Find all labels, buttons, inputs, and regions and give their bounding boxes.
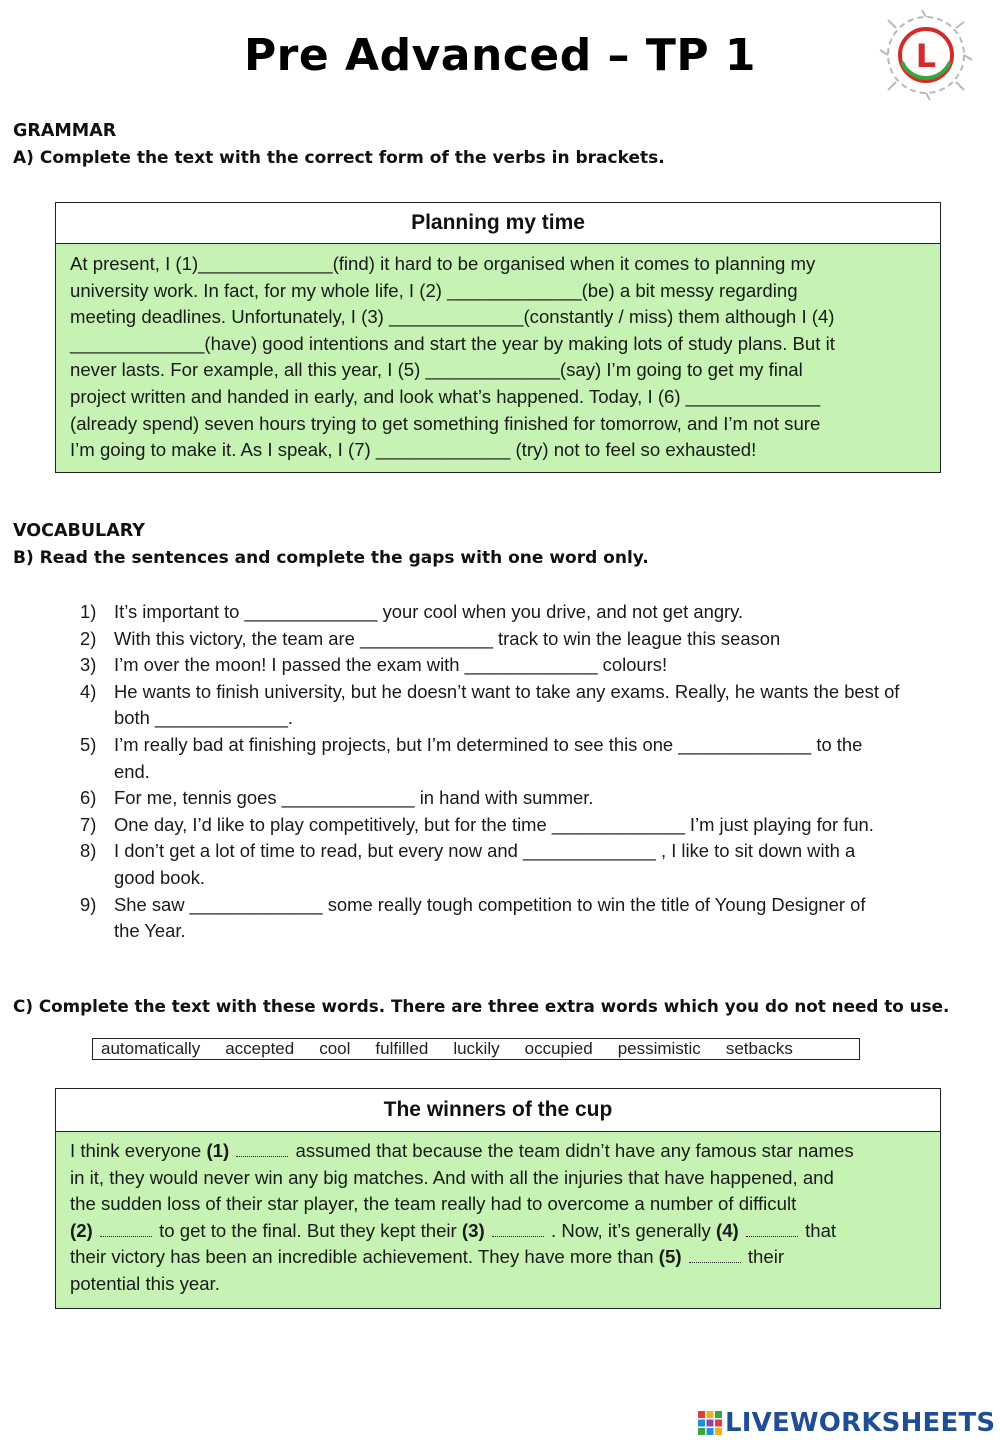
answer-blank-5[interactable] bbox=[689, 1247, 741, 1263]
logo-icon bbox=[876, 10, 976, 100]
vocabulary-instruction: B) Read the sentences and complete the gaps with one word only. bbox=[13, 548, 649, 568]
list-item: 4) He wants to finish university, but he doesn’t want to take any exams. Really, he wants the best of both _____________. bbox=[80, 680, 900, 729]
list-item: 7) One day, I’d like to play competitively, but for the time _____________ I’m just playing for fun. bbox=[80, 813, 874, 835]
list-item: 6) For me, tennis goes _____________ in hand with summer. bbox=[80, 787, 594, 809]
winners-box bbox=[55, 1088, 941, 1309]
answer-blank-2[interactable] bbox=[100, 1221, 152, 1237]
section-c-instruction: C) Complete the text with these words. There are three extra words which you do not need to use. bbox=[13, 996, 950, 1016]
winners-box-text: I think everyone (1) assumed that because the team didn’t have any famous star names in it, they would never win any big matches. And with all the injuries that have happened, and the sudden loss of their star player, the team really had to overcome a number of difficult (2) to get to the final. But they kept their (3) . Now, it’s generally (4) that their victory has been an incredible achievement. They have more than (5) their potential this year. bbox=[56, 1132, 940, 1308]
grammar-line: At present, I (1)_____________(find) it hard to be organised when it comes to planning my bbox=[70, 253, 816, 274]
grammar-line: (already spend) seven hours trying to get something finished for tomorrow, and I’m not sure bbox=[70, 412, 821, 434]
list-item: 5) I’m really bad at finishing projects, but I’m determined to see this one _____________ to the end. bbox=[80, 733, 863, 782]
liveworksheets-brand: LIVEWORKSHEETS bbox=[725, 1408, 996, 1438]
grammar-line: university work. In fact, for my whole life, I (2) _____________(be) a bit messy regarding bbox=[70, 279, 798, 301]
planning-box-text bbox=[56, 244, 940, 472]
list-item: 8) I don’t get a lot of time to read, but every now and _____________ , I like to sit down with a good book. bbox=[80, 840, 856, 888]
planning-box-title: Planning my time bbox=[56, 203, 940, 244]
list-item: 1) It’s important to _____________ your cool when you drive, and not get angry. bbox=[80, 601, 744, 622]
grammar-line: _____________(have) good intentions and start the year by making lots of study plans. But it bbox=[70, 332, 835, 354]
liveworksheets-icon bbox=[697, 1410, 723, 1436]
planning-box bbox=[55, 202, 941, 473]
grammar-line: project written and handed in early, and look what’s happened. Today, I (6) _____________ bbox=[70, 385, 821, 407]
list-item: 2) With this victory, the team are _____________ track to win the league this season bbox=[80, 627, 781, 649]
grammar-heading: GRAMMAR bbox=[13, 121, 117, 141]
word-bank-item: occupied bbox=[524, 1039, 593, 1058]
vocabulary-list bbox=[80, 599, 990, 945]
answer-blank-1[interactable] bbox=[236, 1141, 288, 1157]
grammar-line: I’m going to make it. As I speak, I (7) _____________ (try) not to feel so exhausted! bbox=[70, 439, 757, 461]
list-item: 3) I’m over the moon! I passed the exam with _____________ colours! bbox=[80, 654, 668, 676]
winners-box-title: The winners of the cup bbox=[56, 1089, 940, 1132]
grammar-instruction: A) Complete the text with the correct form of the verbs in brackets. bbox=[13, 148, 665, 168]
list-item: 9) She saw _____________ some really tough competition to win the title of Young Designer of the Year. bbox=[80, 893, 866, 942]
word-bank-item: luckily bbox=[453, 1039, 500, 1058]
word-bank-item: pessimistic bbox=[617, 1039, 701, 1058]
grammar-line: never lasts. For example, all this year, I (5) _____________(say) I’m going to get my final bbox=[70, 359, 803, 381]
word-bank-item: setbacks bbox=[725, 1039, 793, 1058]
word-bank-item: accepted bbox=[225, 1039, 295, 1058]
answer-blank-4[interactable] bbox=[746, 1221, 798, 1237]
page-title: Pre Advanced – TP 1 bbox=[243, 30, 757, 81]
word-bank-item: fulfilled bbox=[375, 1039, 429, 1058]
logo-letter: L bbox=[915, 37, 937, 75]
word-bank-item: cool bbox=[319, 1039, 351, 1058]
word-bank bbox=[92, 1038, 860, 1060]
liveworksheets-logo[interactable] bbox=[697, 1408, 995, 1438]
word-bank-item: automatically bbox=[101, 1039, 201, 1058]
answer-blank-3[interactable] bbox=[492, 1221, 544, 1237]
vocabulary-heading: VOCABULARY bbox=[13, 521, 145, 541]
grammar-line: meeting deadlines. Unfortunately, I (3) _____________(constantly / miss) them although I (4) bbox=[70, 306, 835, 328]
